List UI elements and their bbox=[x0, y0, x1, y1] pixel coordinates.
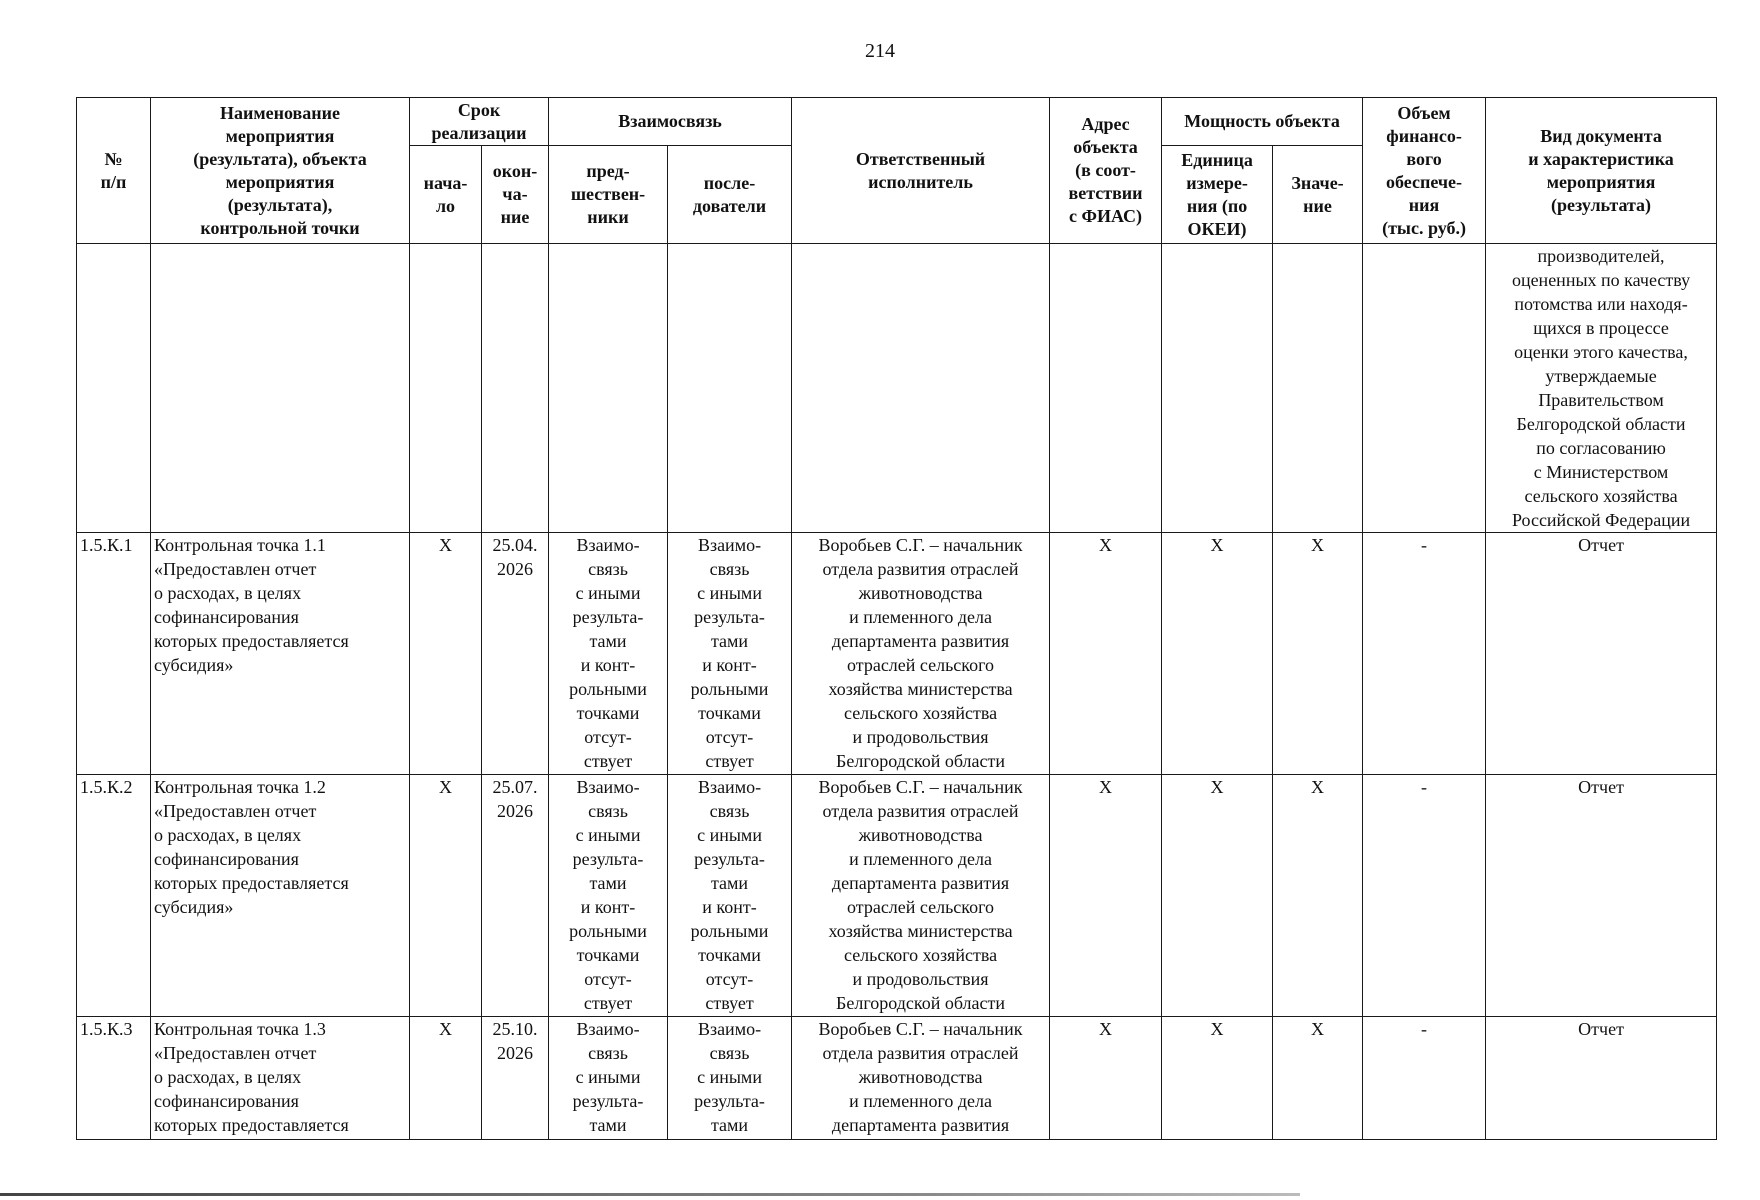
row-post: Взаимо- связь с иными результа- тами и конт- рольными точками отсут- ствует bbox=[668, 775, 792, 1017]
header-addr: Адрес объекта (в соот- ветствии с ФИАС) bbox=[1050, 98, 1162, 244]
row-unit: Х bbox=[1162, 1017, 1273, 1140]
table-row bbox=[77, 533, 1717, 775]
header-start: нача- ло bbox=[410, 146, 482, 244]
row-value: Х bbox=[1273, 533, 1363, 775]
row-fin: - bbox=[1363, 533, 1486, 775]
row-post: Взаимо- связь с иными результа- тами и конт- рольными точками отсут- ствует bbox=[668, 533, 792, 775]
row-num: 1.5.К.3 bbox=[77, 1017, 151, 1140]
row-start: Х bbox=[410, 775, 482, 1017]
header-power: Мощность объекта bbox=[1162, 98, 1363, 146]
row-num: 1.5.К.1 bbox=[77, 533, 151, 775]
row-name: Контрольная точка 1.3 «Предоставлен отчет о расходах, в целях софинансирования которых предоставляется bbox=[151, 1017, 410, 1140]
header-end: окон- ча- ние bbox=[482, 146, 549, 244]
table-row bbox=[77, 1017, 1717, 1140]
row-resp: Воробьев С.Г. – начальник отдела развития отраслей животноводства и племенного дела департамента развития bbox=[792, 1017, 1050, 1140]
header-num: № п/п bbox=[77, 98, 151, 244]
row-num: 1.5.К.2 bbox=[77, 775, 151, 1017]
row-doc: Отчет bbox=[1486, 1017, 1717, 1140]
row-doc: Отчет bbox=[1486, 775, 1717, 1017]
table-row bbox=[77, 775, 1717, 1017]
row-pred: Взаимо- связь с иными результа- тами и конт- рольными точками отсут- ствует bbox=[549, 533, 668, 775]
row-start: Х bbox=[410, 533, 482, 775]
row-unit: Х bbox=[1162, 775, 1273, 1017]
events-table bbox=[76, 97, 1717, 1140]
header-doc: Вид документа и характеристика мероприятия (результата) bbox=[1486, 98, 1717, 244]
bottom-scan-rule bbox=[0, 1193, 1300, 1196]
row-name: Контрольная точка 1.1 «Предоставлен отчет о расходах, в целях софинансирования которых предоставляется субсидия» bbox=[151, 533, 410, 775]
header-post: после- дователи bbox=[668, 146, 792, 244]
row-unit: Х bbox=[1162, 533, 1273, 775]
row-end: 25.04. 2026 bbox=[482, 533, 549, 775]
continuation-doc-text: производителей, оцененных по качеству потомства или находя- щихся в процессе оценки этого качества, утверждаемые Правительством Белгородской области по согласованию с Министерством сельского хозяйства Российской Федерации bbox=[1486, 244, 1717, 533]
header-row-1 bbox=[77, 98, 1717, 146]
header-links: Взаимосвязь bbox=[549, 98, 792, 146]
row-end: 25.07. 2026 bbox=[482, 775, 549, 1017]
row-end: 25.10. 2026 bbox=[482, 1017, 549, 1140]
row-resp: Воробьев С.Г. – начальник отдела развития отраслей животноводства и племенного дела департамента развития отраслей сельского хозяйства министерства сельского хозяйства и продовольствия Белгородской области bbox=[792, 533, 1050, 775]
row-pred: Взаимо- связь с иными результа- тами bbox=[549, 1017, 668, 1140]
header-value: Значе- ние bbox=[1273, 146, 1363, 244]
row-fin: - bbox=[1363, 1017, 1486, 1140]
row-value: Х bbox=[1273, 1017, 1363, 1140]
header-pred: пред- шествен- ники bbox=[549, 146, 668, 244]
row-value: Х bbox=[1273, 775, 1363, 1017]
row-post: Взаимо- связь с иными результа- тами bbox=[668, 1017, 792, 1140]
header-fin: Объем финансо- вого обеспече- ния (тыс. руб.) bbox=[1363, 98, 1486, 244]
header-resp: Ответственный исполнитель bbox=[792, 98, 1050, 244]
header-name: Наименование мероприятия (результата), объекта мероприятия (результата), контрольной точки bbox=[151, 98, 410, 244]
row-fin: - bbox=[1363, 775, 1486, 1017]
row-pred: Взаимо- связь с иными результа- тами и конт- рольными точками отсут- ствует bbox=[549, 775, 668, 1017]
row-name: Контрольная точка 1.2 «Предоставлен отчет о расходах, в целях софинансирования которых предоставляется субсидия» bbox=[151, 775, 410, 1017]
header-unit: Единица измере- ния (по ОКЕИ) bbox=[1162, 146, 1273, 244]
row-resp: Воробьев С.Г. – начальник отдела развития отраслей животноводства и племенного дела департамента развития отраслей сельского хозяйства министерства сельского хозяйства и продовольствия Белгородской области bbox=[792, 775, 1050, 1017]
continuation-row bbox=[77, 244, 1717, 533]
row-start: Х bbox=[410, 1017, 482, 1140]
header-srok: Срок реализации bbox=[410, 98, 549, 146]
row-addr: Х bbox=[1050, 533, 1162, 775]
page-number: 214 bbox=[865, 40, 895, 62]
row-doc: Отчет bbox=[1486, 533, 1717, 775]
row-addr: Х bbox=[1050, 1017, 1162, 1140]
row-addr: Х bbox=[1050, 775, 1162, 1017]
